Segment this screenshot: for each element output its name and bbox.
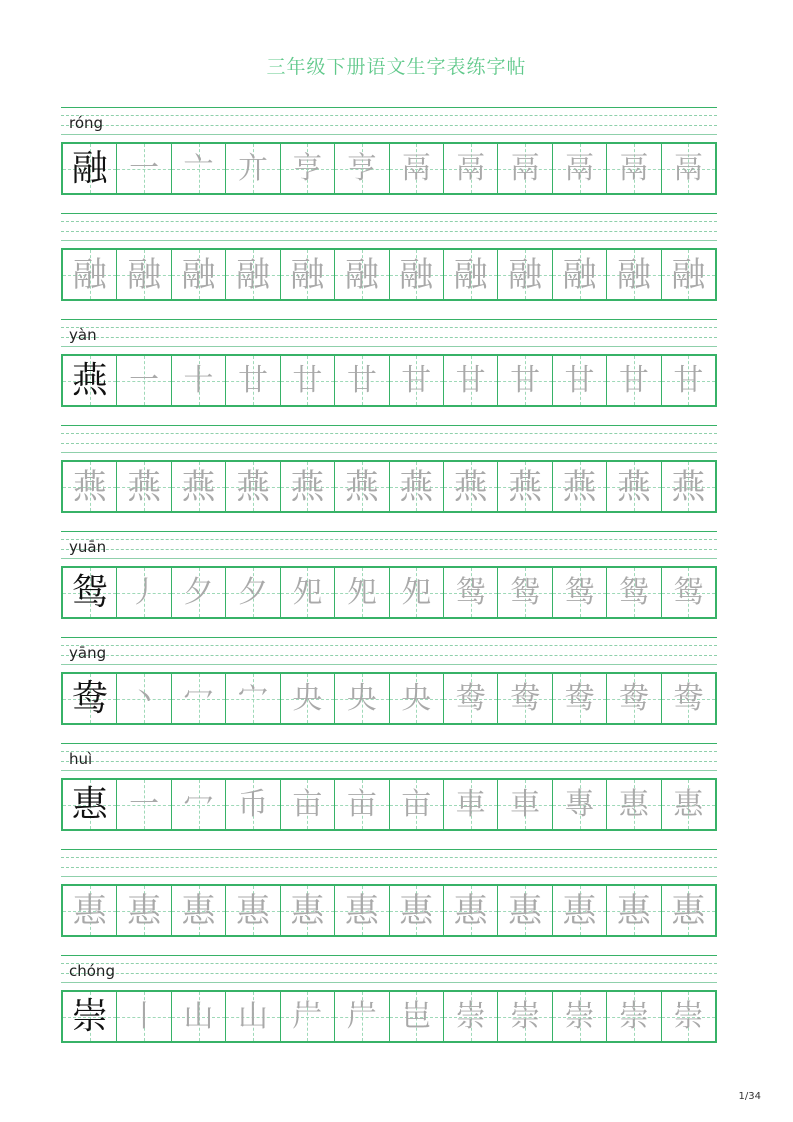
stroke-step-character: 甘 — [510, 362, 541, 398]
grid-cell[interactable] — [63, 780, 117, 829]
trace-character: 惠 — [235, 890, 270, 931]
grid-cell[interactable] — [553, 674, 607, 723]
grid-cell[interactable] — [172, 250, 226, 299]
stroke-step-character: 十 — [183, 362, 214, 398]
trace-character: 燕 — [235, 466, 270, 507]
stroke-step-character: 央 — [346, 680, 377, 716]
grid-cell[interactable] — [498, 356, 552, 405]
grid-cell[interactable] — [553, 992, 607, 1041]
stroke-step-character: 一 — [129, 150, 160, 186]
stroke-step-character: 鸳 — [673, 574, 704, 610]
practice-row — [61, 317, 717, 423]
grid-cell[interactable] — [607, 250, 661, 299]
grid-cell[interactable] — [226, 462, 280, 511]
grid-cell[interactable] — [117, 250, 171, 299]
stroke-step-character: 鸳 — [455, 574, 486, 610]
pinyin-label: chóng — [69, 962, 115, 980]
stroke-step-character: 亩 — [401, 786, 432, 822]
stroke-step-character: 惠 — [673, 786, 704, 822]
stroke-step-character: 甘 — [564, 362, 595, 398]
stroke-step-character: 宀 — [237, 680, 268, 716]
grid-cell[interactable] — [63, 250, 117, 299]
stroke-step-character: 岜 — [401, 998, 432, 1034]
grid-cell[interactable] — [662, 992, 715, 1041]
grid-cell[interactable] — [63, 886, 117, 935]
grid-cell[interactable] — [117, 462, 171, 511]
stroke-step-character: 夗 — [401, 574, 432, 610]
grid-cell[interactable] — [281, 144, 335, 193]
trace-character: 融 — [616, 254, 651, 295]
stroke-step-character: 崇 — [618, 998, 649, 1034]
grid-cell[interactable] — [553, 462, 607, 511]
practice-row — [61, 105, 717, 211]
grid-cell[interactable] — [226, 674, 280, 723]
grid-cell[interactable] — [226, 568, 280, 617]
grid-cell[interactable] — [63, 462, 117, 511]
character-grid — [61, 778, 717, 831]
stroke-step-character: 崇 — [673, 998, 704, 1034]
grid-cell[interactable] — [444, 992, 498, 1041]
grid-cell[interactable] — [117, 886, 171, 935]
stroke-step-character: 丨 — [129, 998, 160, 1034]
stroke-step-character: 亨 — [346, 150, 377, 186]
grid-cell[interactable] — [63, 992, 117, 1041]
stroke-step-character: 鬲 — [564, 150, 595, 186]
grid-cell[interactable] — [444, 356, 498, 405]
trace-character: 融 — [72, 254, 107, 295]
practice-row — [61, 953, 717, 1059]
grid-cell[interactable] — [444, 780, 498, 829]
stroke-step-character: 丶 — [129, 680, 160, 716]
pinyin-lines — [61, 953, 717, 983]
trace-character: 惠 — [616, 890, 651, 931]
trace-character: 融 — [235, 254, 270, 295]
stroke-step-character: 夗 — [292, 574, 323, 610]
pinyin-lines — [61, 847, 717, 877]
grid-cell[interactable] — [390, 886, 444, 935]
trace-character: 燕 — [671, 466, 706, 507]
trace-character: 燕 — [616, 466, 651, 507]
trace-character: 燕 — [344, 466, 379, 507]
grid-cell[interactable] — [117, 674, 171, 723]
grid-cell[interactable] — [444, 250, 498, 299]
grid-cell[interactable] — [335, 992, 389, 1041]
grid-cell[interactable] — [662, 886, 715, 935]
grid-cell[interactable] — [63, 674, 117, 723]
stroke-step-character: 惠 — [618, 786, 649, 822]
trace-character: 惠 — [290, 890, 325, 931]
pinyin-lines — [61, 635, 717, 665]
grid-cell[interactable] — [607, 886, 661, 935]
pinyin-label: yuān — [69, 538, 107, 556]
grid-cell[interactable] — [498, 780, 552, 829]
stroke-step-character: 夕 — [183, 574, 214, 610]
stroke-step-character: 甘 — [401, 362, 432, 398]
trace-character: 融 — [127, 254, 162, 295]
grid-cell[interactable] — [335, 144, 389, 193]
grid-cell[interactable] — [226, 886, 280, 935]
trace-character: 燕 — [72, 466, 107, 507]
grid-cell[interactable] — [553, 250, 607, 299]
page-title: 三年级下册语文生字表练字帖 — [266, 56, 527, 78]
stroke-step-character: 亣 — [237, 150, 268, 186]
grid-cell[interactable] — [281, 886, 335, 935]
model-character: 崇 — [71, 995, 108, 1037]
grid-cell[interactable] — [498, 144, 552, 193]
grid-cell[interactable] — [335, 886, 389, 935]
grid-cell[interactable] — [498, 992, 552, 1041]
grid-cell[interactable] — [607, 462, 661, 511]
grid-cell[interactable] — [172, 144, 226, 193]
stroke-step-character: 亩 — [346, 786, 377, 822]
trace-character: 融 — [290, 254, 325, 295]
grid-cell[interactable] — [662, 674, 715, 723]
grid-cell[interactable] — [607, 144, 661, 193]
grid-cell[interactable] — [63, 356, 117, 405]
trace-character: 融 — [399, 254, 434, 295]
pinyin-lines — [61, 317, 717, 347]
model-character: 融 — [71, 147, 108, 189]
model-character: 惠 — [71, 783, 108, 825]
trace-character: 燕 — [399, 466, 434, 507]
grid-cell[interactable] — [335, 780, 389, 829]
grid-cell[interactable] — [662, 144, 715, 193]
grid-cell[interactable] — [553, 780, 607, 829]
trace-character: 融 — [508, 254, 543, 295]
grid-cell[interactable] — [553, 568, 607, 617]
grid-cell[interactable] — [498, 250, 552, 299]
stroke-step-character: 廿 — [292, 362, 323, 398]
stroke-step-character: 冖 — [183, 786, 214, 822]
grid-cell[interactable] — [444, 462, 498, 511]
grid-cell[interactable] — [444, 144, 498, 193]
character-grid — [61, 990, 717, 1043]
stroke-step-character: 崇 — [455, 998, 486, 1034]
practice-rows — [61, 105, 717, 1059]
stroke-step-character: 甘 — [618, 362, 649, 398]
grid-cell[interactable] — [390, 144, 444, 193]
grid-cell[interactable] — [444, 568, 498, 617]
stroke-step-character: 廿 — [237, 362, 268, 398]
trace-character: 融 — [181, 254, 216, 295]
trace-character: 融 — [453, 254, 488, 295]
pinyin-label: yāng — [69, 644, 107, 662]
stroke-step-character: 鬲 — [401, 150, 432, 186]
stroke-step-character: 央 — [401, 680, 432, 716]
grid-cell[interactable] — [607, 568, 661, 617]
pinyin-lines — [61, 211, 717, 241]
grid-cell[interactable] — [226, 992, 280, 1041]
stroke-step-character: 鬲 — [510, 150, 541, 186]
page-number: 1/34 — [738, 1091, 761, 1102]
trace-character: 惠 — [72, 890, 107, 931]
stroke-step-character: 冖 — [183, 680, 214, 716]
trace-character: 燕 — [562, 466, 597, 507]
stroke-step-character: 甘 — [673, 362, 704, 398]
stroke-step-character: 亨 — [292, 150, 323, 186]
grid-cell[interactable] — [444, 886, 498, 935]
grid-cell[interactable] — [335, 250, 389, 299]
grid-cell[interactable] — [662, 250, 715, 299]
stroke-step-character: 屵 — [292, 998, 323, 1034]
grid-cell[interactable] — [117, 144, 171, 193]
grid-cell[interactable] — [498, 568, 552, 617]
grid-cell[interactable] — [607, 674, 661, 723]
grid-cell[interactable] — [662, 356, 715, 405]
trace-character: 融 — [562, 254, 597, 295]
stroke-step-character: 币 — [237, 786, 268, 822]
character-grid — [61, 248, 717, 301]
stroke-step-character: 專 — [564, 786, 595, 822]
stroke-step-character: 一 — [129, 362, 160, 398]
character-grid — [61, 354, 717, 407]
stroke-step-character: 鬲 — [673, 150, 704, 186]
grid-cell[interactable] — [390, 462, 444, 511]
stroke-step-character: 山 — [237, 998, 268, 1034]
stroke-step-character: 鸯 — [564, 680, 595, 716]
stroke-step-character: 丿 — [129, 574, 160, 610]
stroke-step-character: 崇 — [510, 998, 541, 1034]
grid-cell[interactable] — [607, 780, 661, 829]
trace-character: 惠 — [127, 890, 162, 931]
grid-cell[interactable] — [498, 886, 552, 935]
grid-cell[interactable] — [281, 568, 335, 617]
grid-cell[interactable] — [390, 674, 444, 723]
grid-cell[interactable] — [390, 356, 444, 405]
stroke-step-character: 鸯 — [455, 680, 486, 716]
trace-character: 惠 — [344, 890, 379, 931]
grid-cell[interactable] — [390, 780, 444, 829]
grid-cell[interactable] — [281, 992, 335, 1041]
stroke-step-character: 央 — [292, 680, 323, 716]
stroke-step-character: 夕 — [237, 574, 268, 610]
grid-cell[interactable] — [553, 886, 607, 935]
trace-character: 燕 — [181, 466, 216, 507]
character-grid — [61, 460, 717, 513]
practice-row — [61, 211, 717, 317]
pinyin-label: yàn — [69, 326, 97, 344]
stroke-step-character: 鸯 — [618, 680, 649, 716]
stroke-step-character: 車 — [455, 786, 486, 822]
practice-row — [61, 847, 717, 953]
grid-cell[interactable] — [281, 356, 335, 405]
grid-cell[interactable] — [172, 780, 226, 829]
pinyin-lines — [61, 423, 717, 453]
stroke-step-character: 屵 — [346, 998, 377, 1034]
stroke-step-character: 夗 — [346, 574, 377, 610]
practice-row — [61, 741, 717, 847]
model-character: 鸳 — [71, 571, 108, 613]
trace-character: 燕 — [508, 466, 543, 507]
grid-cell[interactable] — [172, 992, 226, 1041]
grid-cell[interactable] — [63, 144, 117, 193]
grid-cell[interactable] — [226, 356, 280, 405]
grid-cell[interactable] — [172, 568, 226, 617]
grid-cell[interactable] — [335, 568, 389, 617]
grid-cell[interactable] — [117, 992, 171, 1041]
trace-character: 融 — [671, 254, 706, 295]
pinyin-lines — [61, 105, 717, 135]
character-grid — [61, 566, 717, 619]
grid-cell[interactable] — [553, 144, 607, 193]
grid-cell[interactable] — [281, 250, 335, 299]
character-grid — [61, 672, 717, 725]
practice-row — [61, 635, 717, 741]
grid-cell[interactable] — [172, 674, 226, 723]
grid-cell[interactable] — [226, 780, 280, 829]
practice-row — [61, 529, 717, 635]
trace-character: 惠 — [453, 890, 488, 931]
pinyin-label: huì — [69, 750, 93, 768]
grid-cell[interactable] — [117, 780, 171, 829]
grid-cell[interactable] — [172, 356, 226, 405]
grid-cell[interactable] — [390, 250, 444, 299]
trace-character: 惠 — [399, 890, 434, 931]
grid-cell[interactable] — [662, 462, 715, 511]
grid-cell[interactable] — [444, 674, 498, 723]
character-grid — [61, 884, 717, 937]
stroke-step-character: 亠 — [183, 150, 214, 186]
grid-cell[interactable] — [281, 674, 335, 723]
practice-row — [61, 423, 717, 529]
grid-cell[interactable] — [553, 356, 607, 405]
grid-cell[interactable] — [335, 462, 389, 511]
stroke-step-character: 鸳 — [564, 574, 595, 610]
model-character: 燕 — [71, 359, 108, 401]
stroke-step-character: 鬲 — [618, 150, 649, 186]
pinyin-lines — [61, 741, 717, 771]
trace-character: 惠 — [671, 890, 706, 931]
trace-character: 惠 — [508, 890, 543, 931]
grid-cell[interactable] — [662, 780, 715, 829]
character-grid — [61, 142, 717, 195]
grid-cell[interactable] — [117, 356, 171, 405]
stroke-step-character: 鸳 — [510, 574, 541, 610]
grid-cell[interactable] — [607, 992, 661, 1041]
grid-cell[interactable] — [498, 462, 552, 511]
stroke-step-character: 鬲 — [455, 150, 486, 186]
stroke-step-character: 崇 — [564, 998, 595, 1034]
model-character: 鸯 — [71, 677, 108, 719]
grid-cell[interactable] — [226, 144, 280, 193]
stroke-step-character: 車 — [510, 786, 541, 822]
grid-cell[interactable] — [335, 356, 389, 405]
stroke-step-character: 山 — [183, 998, 214, 1034]
trace-character: 燕 — [127, 466, 162, 507]
grid-cell[interactable] — [390, 568, 444, 617]
grid-cell[interactable] — [63, 568, 117, 617]
trace-character: 惠 — [562, 890, 597, 931]
grid-cell[interactable] — [281, 462, 335, 511]
stroke-step-character: 廿 — [346, 362, 377, 398]
grid-cell[interactable] — [117, 568, 171, 617]
grid-cell[interactable] — [226, 250, 280, 299]
stroke-step-character: 甘 — [455, 362, 486, 398]
pinyin-label: róng — [69, 114, 104, 132]
grid-cell[interactable] — [662, 568, 715, 617]
grid-cell[interactable] — [335, 674, 389, 723]
stroke-step-character: 鸯 — [673, 680, 704, 716]
trace-character: 燕 — [290, 466, 325, 507]
stroke-step-character: 鸯 — [510, 680, 541, 716]
trace-character: 融 — [344, 254, 379, 295]
grid-cell[interactable] — [498, 674, 552, 723]
grid-cell[interactable] — [281, 780, 335, 829]
grid-cell[interactable] — [172, 886, 226, 935]
stroke-step-character: 鸳 — [618, 574, 649, 610]
grid-cell[interactable] — [172, 462, 226, 511]
trace-character: 燕 — [453, 466, 488, 507]
trace-character: 惠 — [181, 890, 216, 931]
stroke-step-character: 一 — [129, 786, 160, 822]
grid-cell[interactable] — [390, 992, 444, 1041]
stroke-step-character: 亩 — [292, 786, 323, 822]
grid-cell[interactable] — [607, 356, 661, 405]
pinyin-lines — [61, 529, 717, 559]
